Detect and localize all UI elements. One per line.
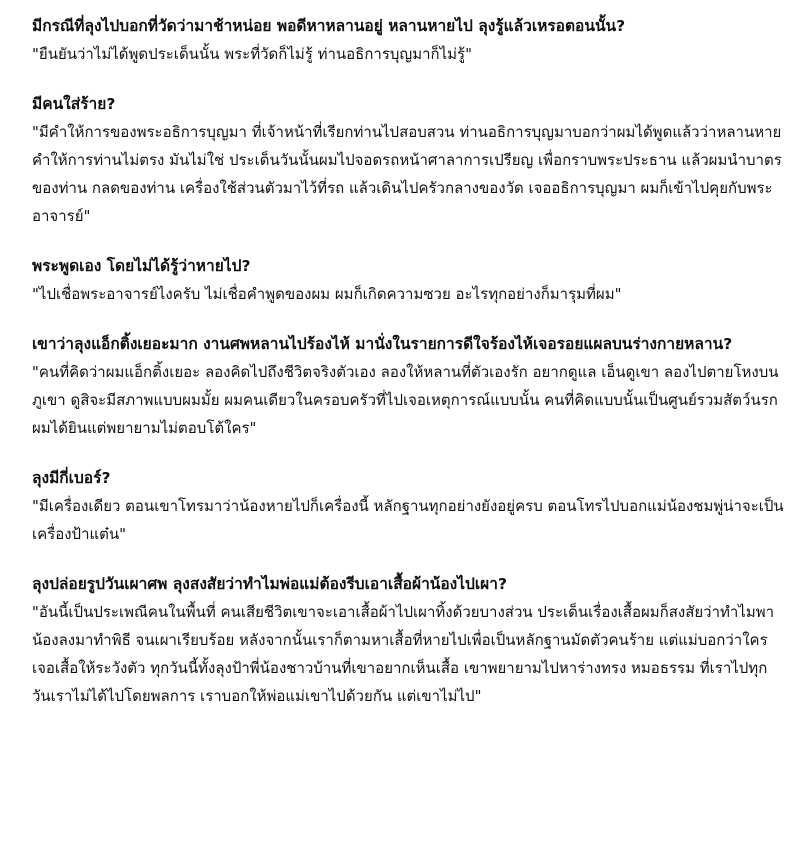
qa-item [32, 570, 784, 710]
question-text: ลุงปล่อยรูปวันเผาศพ ลุงสงสัยว่าทำไมพ่อแม่ต้องรีบเอาเสื้อผ้าน้องไปเผา? [32, 575, 507, 593]
qa-item [32, 12, 784, 68]
answer-text: "มีคำให้การของพระอธิการบุญมา ที่เจ้าหน้าที่เรียกท่านไปสอบสวน ท่านอธิการบุญมาบอกว่าผมได้พูดแล้วว่าหลานหาย คำให้การท่านไม่ตรง มันไม่ใช่ ประเด็นวันนั้นผมไปจอดรถหน้าศาลาการเปรียญ เพื่อกราบพระประธาน แล้วผมนำบาตรของท่าน กลดของท่าน เครื่องใช้ส่วนตัวมาไว้ที่รถ แล้วเดินไปครัวกลางของวัด เจออธิการบุญมา ผมก็เข้าไปคุยกับพระอาจารย์" [32, 123, 782, 225]
question-text: มีคนใส่ร้าย? [32, 95, 116, 113]
qa-item [32, 330, 784, 442]
question-text: พระพูดเอง โดยไม่ได้รู้ว่าหายไป? [32, 257, 251, 275]
answer-text: "อันนี้เป็นประเพณีคนในพื้นที่ คนเสียชีวิตเขาจะเอาเสื้อผ้าไปเผาทิ้งด้วยบางส่วน ประเด็นเรื่องเสื้อผมก็สงสัยว่าทำไมพาน้องลงมาทำพิธี จนเผาเรียบร้อย หลังจากนั้นเราก็ตามหาเสื้อที่หายไปเพื่อเป็นหลักฐานมัดตัวคนร้าย แต่แม่บอกว่าใครเจอเสื้อให้ระวังตัว ทุกวันนี้ทั้งลุงป้าพี่น้องชาวบ้านที่เขาอยากเห็นเสื้อ เขาพยายามไปหาร่างทรง หมอธรรม ที่เราไปทุกวันเราไม่ได้ไปโดยพลการ เราบอกให้พ่อแม่เขาไปด้วยกัน แต่เขาไม่ไป" [32, 603, 775, 705]
qa-item [32, 464, 784, 548]
question-text: ลุงมีกี่เบอร์? [32, 469, 111, 487]
question-text: เขาว่าลุงแอ็กติ้งเยอะมาก งานศพหลานไปร้องไห้ มานั่งในรายการดีใจร้องไห้เจอรอยแผลบนร่างกายหลาน? [32, 335, 733, 353]
qa-item [32, 252, 784, 308]
answer-text: "ไปเชื่อพระอาจารย์ไงครับ ไม่เชื่อคำพูดของผม ผมก็เกิดความซวย อะไรทุกอย่างก็มารุมที่ผม" [32, 285, 622, 303]
qa-item [32, 90, 784, 230]
answer-text: "ยืนยันว่าไม่ได้พูดประเด็นนั้น พระที่วัดก็ไม่รู้ ท่านอธิการบุญมาก็ไม่รู้" [32, 45, 472, 63]
question-text: มีกรณีที่ลุงไปบอกที่วัดว่ามาช้าหน่อย พอดีหาหลานอยู่ หลานหายไป ลุงรู้แล้วเหรอตอนนั้น? [32, 17, 626, 35]
answer-text: "คนที่คิดว่าผมแอ็กติ้งเยอะ ลองคิดไปถึงชีวิตจริงตัวเอง ลองให้หลานที่ตัวเองรัก อยากดูแล เอ็นดูเขา ลองไปตายโหงบนภูเขา ดูสิจะมีสภาพแบบผมมั้ย ผมคนเดียวในครอบครัวที่ไปเจอเหตุการณ์แบบนั้น คนที่คิดแบบนั้นเป็นศูนย์รวมสัตว์นรก ผมได้ยินแต่พยายามไม่ตอบโต้ใคร" [32, 363, 779, 437]
answer-text: "มีเครื่องเดียว ตอนเขาโทรมาว่าน้องหายไปก็เครื่องนี้ หลักฐานทุกอย่างยังอยู่ครบ ตอนโทรไปบอกแม่น้องชมพู่น่าจะเป็นเครื่องป้าแต๋น" [32, 497, 784, 543]
